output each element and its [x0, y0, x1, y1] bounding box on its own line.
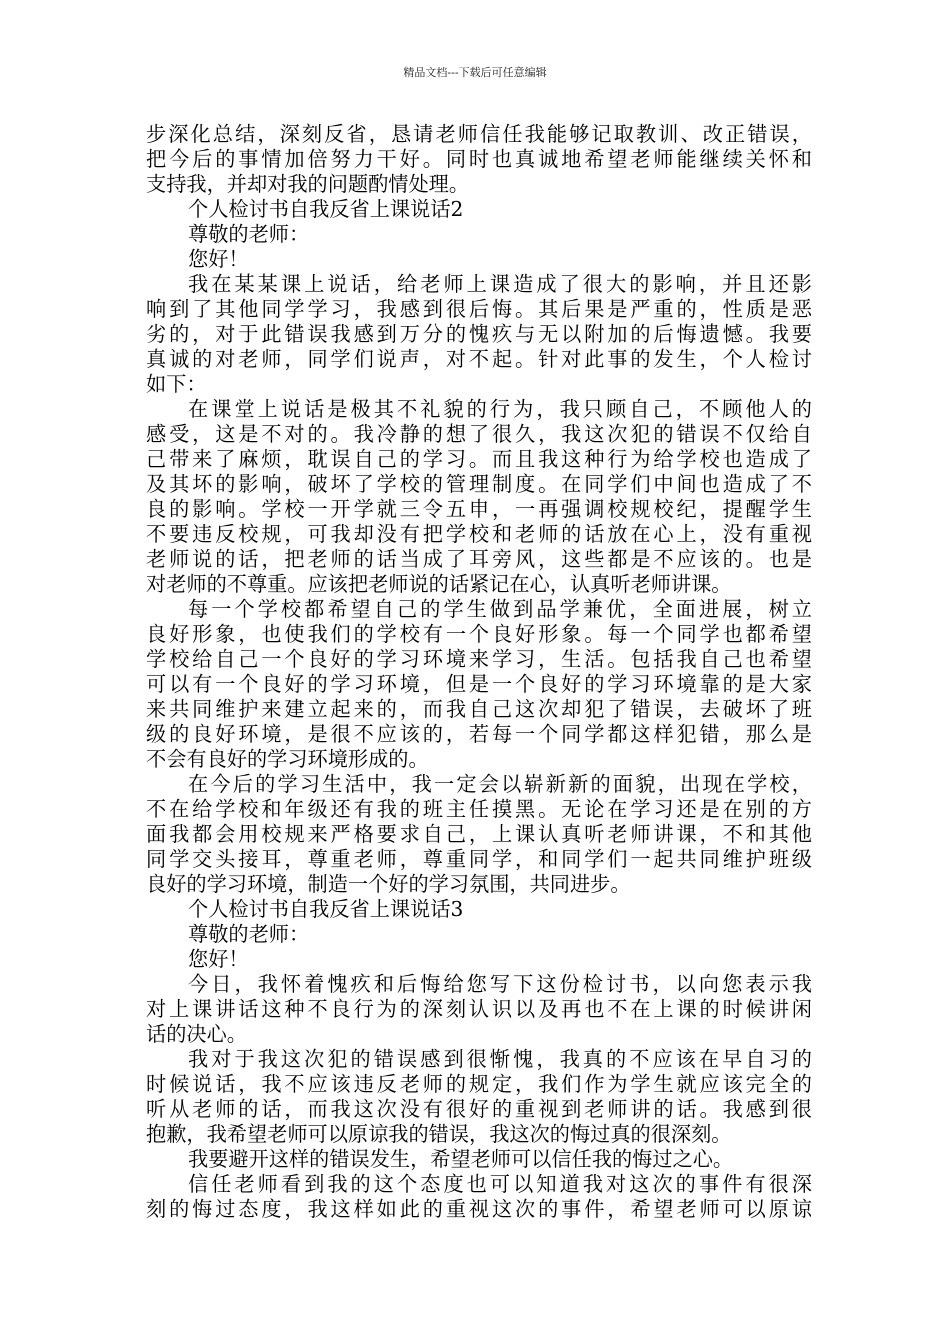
text-line: 在课堂上说话是极其不礼貌的行为，我只顾自己，不顾他人的 — [188, 397, 812, 421]
text-line: 不要违反校规，可我却没有把学校和老师的话放在心上，没有重视 — [146, 522, 812, 546]
text-line: 真诚的对老师，同学们说声，对不起。针对此事的发生，个人检讨 — [146, 347, 812, 371]
text-line: 良的影响。学校一开学就三令五申，一再强调校规校纪，提醒学生 — [146, 497, 812, 521]
text-line: 在今后的学习生活中，我一定会以崭新新的面貌，出现在学校， — [188, 772, 812, 796]
text-line: 尊敬的老师： — [188, 922, 310, 946]
text-line: 对上课讲话这种不良行为的深刻认识以及再也不在上课的时候讲闲 — [146, 997, 812, 1021]
text-line: 对老师的不尊重。应该把老师说的话紧记在心，认真听老师讲课。 — [146, 572, 732, 596]
text-line: 信任老师看到我的这个态度也可以知道我对这次的事件有很深 — [188, 1172, 812, 1196]
text-line: 及其坏的影响，破坏了学校的管理制度。在同学们中间也造成了不 — [146, 472, 812, 496]
text-line: 感受，这是不对的。我冷静的想了很久，我这次犯的错误不仅给自 — [146, 422, 812, 446]
text-line: 今日，我怀着愧疚和后悔给您写下这份检讨书，以向您表示我 — [188, 972, 812, 996]
page-header: 精品文档---下载后可任意编辑 — [403, 66, 547, 79]
text-line: 把今后的事情加倍努力干好。同时也真诚地希望老师能继续关怀和 — [146, 147, 812, 171]
text-line: 时候说话，我不应该违反老师的规定，我们作为学生就应该完全的 — [146, 1072, 812, 1096]
text-line: 己带来了麻烦，耽误自己的学习。而且我这种行为给学校也造成了 — [146, 447, 812, 471]
text-line: 不会有良好的学习环境形成的。 — [146, 747, 429, 771]
text-line: 学校给自己一个良好的学习环境来学习，生活。包括我自己也希望 — [146, 647, 812, 671]
text-line: 级的良好环境，是很不应该的，若每一个同学都这样犯错，那么是 — [146, 722, 812, 746]
text-line: 响到了其他同学学习，我感到很后悔。其后果是严重的，性质是恶 — [146, 297, 812, 321]
text-line: 抱歉，我希望老师可以原谅我的错误，我这次的悔过真的很深刻。 — [146, 1122, 732, 1146]
text-line: 良好形象，也使我们的学校有一个良好形象。每一个同学也都希望 — [146, 622, 812, 646]
text-line: 不在给学校和年级还有我的班主任摸黑。无论在学习还是在别的方 — [146, 797, 812, 821]
text-line: 劣的，对于此错误我感到万分的愧疚与无以附加的后悔遗憾。我要 — [146, 322, 812, 346]
text-line: 如下： — [146, 372, 207, 396]
text-line: 良好的学习环境，制造一个好的学习氛围，共同进步。 — [146, 872, 631, 896]
text-line: 步深化总结，深刻反省，恳请老师信任我能够记取教训、改正错误， — [146, 122, 812, 146]
text-line: 我要避开这样的错误发生，希望老师可以信任我的悔过之心。 — [188, 1147, 734, 1171]
text-line: 个人检讨书自我反省上课说话2 — [188, 197, 464, 221]
text-line: 老师说的话，把老师的话当成了耳旁风，这些都是不应该的。也是 — [146, 547, 812, 571]
text-line: 我在某某课上说话，给老师上课造成了很大的影响，并且还影 — [188, 272, 812, 296]
text-line: 话的决心。 — [146, 1022, 247, 1046]
text-line: 个人检讨书自我反省上课说话3 — [188, 897, 464, 921]
document-body — [146, 122, 812, 1222]
text-line: 来共同维护来建立起来的，而我自己这次却犯了错误，去破坏了班 — [146, 697, 812, 721]
text-line: 可以有一个良好的学习环境，但是一个良好的学习环境靠的是大家 — [146, 672, 812, 696]
text-line: 您好！ — [188, 947, 249, 971]
text-line: 我对于我这次犯的错误感到很惭愧，我真的不应该在早自习的 — [188, 1047, 812, 1071]
text-line: 支持我，并却对我的问题酌情处理。 — [146, 172, 470, 196]
text-line: 尊敬的老师： — [188, 222, 310, 246]
text-line: 刻的悔过态度，我这样如此的重视这次的事件，希望老师可以原谅 — [146, 1197, 812, 1221]
text-line: 每一个学校都希望自己的学生做到品学兼优，全面进展，树立 — [188, 597, 812, 621]
text-line: 听从老师的话，而我这次没有很好的重视到老师讲的话。我感到很 — [146, 1097, 812, 1121]
text-line: 同学交头接耳，尊重老师，尊重同学，和同学们一起共同维护班级 — [146, 847, 812, 871]
text-line: 您好！ — [188, 247, 249, 271]
text-line: 面我都会用校规来严格要求自己，上课认真听老师讲课，不和其他 — [146, 822, 812, 846]
